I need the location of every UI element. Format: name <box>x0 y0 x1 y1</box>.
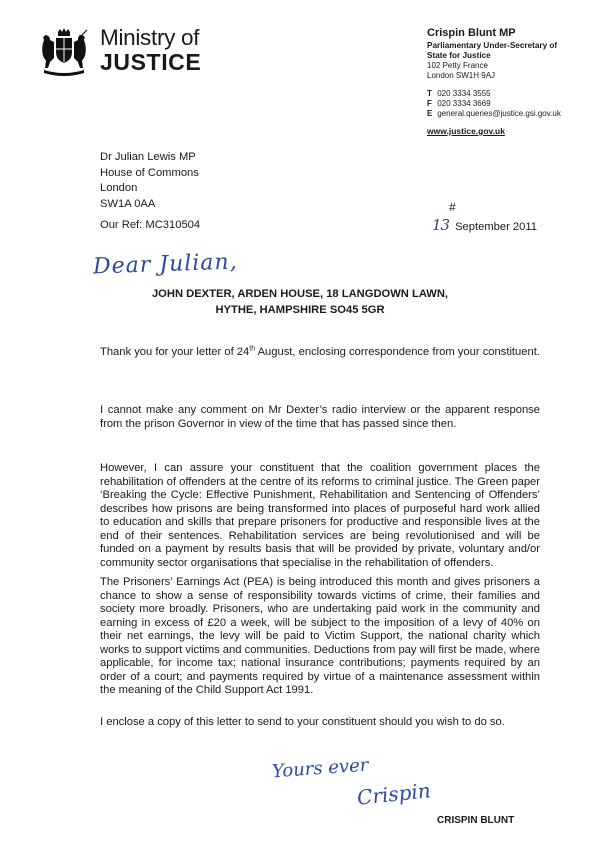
recipient-address <box>100 150 199 212</box>
p1-text-b: August, enclosing correspondence from your constituent. <box>255 346 540 358</box>
telephone-number: 020 3334 3555 <box>437 89 491 98</box>
website-link[interactable]: www.justice.gov.uk <box>427 126 505 136</box>
p1-superscript: th <box>249 345 256 353</box>
telephone-label: T <box>427 89 432 98</box>
letter-subject <box>100 287 500 318</box>
recipient-line4: SW1A 0AA <box>100 197 156 210</box>
sender-name: Crispin Blunt MP <box>427 27 516 39</box>
body-paragraph-1 <box>100 346 540 360</box>
body-paragraph-5: I enclose a copy of this letter to send to your constituent should you wish to do so. <box>100 716 505 728</box>
date-hash-mark: # <box>449 200 456 214</box>
signature-handwritten: Crispin <box>355 778 432 810</box>
sender-telephone <box>427 89 592 99</box>
date-month-year: September 2011 <box>455 221 537 233</box>
recipient-line2: House of Commons <box>100 166 199 179</box>
salutation-handwritten: Dear Julian, <box>92 249 239 280</box>
body-paragraph-3: However, I can assure your constituent that the coalition government places the rehabilitation of offenders at the centre of its reforms to criminal justice. The Green paper ‘Breaking the Cycle: Effective Punishment, Rehabilitation and Sentencing of Offenders’ describes how prisons are being transformed into places of purposeful hard work allied to education and skills that prepare prisoners for productive and responsible lives at the end of their sentences. Rehabilitation services are being revolutionised and will be funded on a payment by results basis that will be provided by private, voluntary and/or community sector organisations that specialise in the rehabilitation of offenders. <box>100 462 540 569</box>
sender-role-line2: State for Justice <box>427 51 491 60</box>
body-paragraph-2: I cannot make any comment on Mr Dexter’s radio interview or the apparent response from the prison Governor in view of the time that has passed since then. <box>100 404 540 430</box>
sender-role-line1: Parliamentary Under-Secretary of <box>427 41 558 50</box>
sender-address-line1: 102 Petty France <box>427 61 488 70</box>
letter-date <box>432 216 537 234</box>
closing-handwritten: Yours ever <box>271 754 370 783</box>
p1-text-a: Thank you for your letter of 24 <box>100 346 250 358</box>
logo-justice: JUSTICE <box>100 49 202 75</box>
recipient-line3: London <box>100 182 138 194</box>
sender-address-line2: London SW1H 9AJ <box>427 71 496 80</box>
sender-fax <box>427 99 592 109</box>
logo-ministry-of: Ministry of <box>100 25 200 50</box>
date-day-handwritten: 13 <box>432 216 450 234</box>
email-label: E <box>427 109 433 118</box>
sender-block <box>427 27 592 136</box>
email-address[interactable]: general.queries@justice.gsi.gov.uk <box>437 109 561 118</box>
fax-label: F <box>427 99 432 108</box>
subject-line2: HYTHE, HAMPSHIRE SO45 5GR <box>215 303 385 316</box>
fax-number: 020 3334 3669 <box>437 99 491 108</box>
royal-coat-of-arms-icon <box>38 28 90 76</box>
signoff-name: CRISPIN BLUNT <box>437 815 515 826</box>
our-reference: Our Ref: MC310504 <box>100 219 201 231</box>
recipient-line1: Dr Julian Lewis MP <box>100 151 196 163</box>
sender-email <box>427 109 592 119</box>
subject-line1: JOHN DEXTER, ARDEN HOUSE, 18 LANGDOWN LAWN, <box>151 288 449 300</box>
body-paragraph-4: The Prisoners’ Earnings Act (PEA) is being introduced this month and gives prisoners a chance to show a sense of responsibility towards victims of crime, their families and society more broadly. Prisoners, who are undertaking paid work in the community and earning in excess of £20 a week, will be subject to the imposition of a levy of 40% on their net earnings, the levy will be paid to Victim Support, the national charity which works to support victims and communities. Deductions from pay will first be made, where applicable, for income tax; national insurance contributions; payments required by an order of a court; and payments required by virtue of a maintenance assessment within the meaning of the Child Support Act 1991. <box>100 576 540 696</box>
